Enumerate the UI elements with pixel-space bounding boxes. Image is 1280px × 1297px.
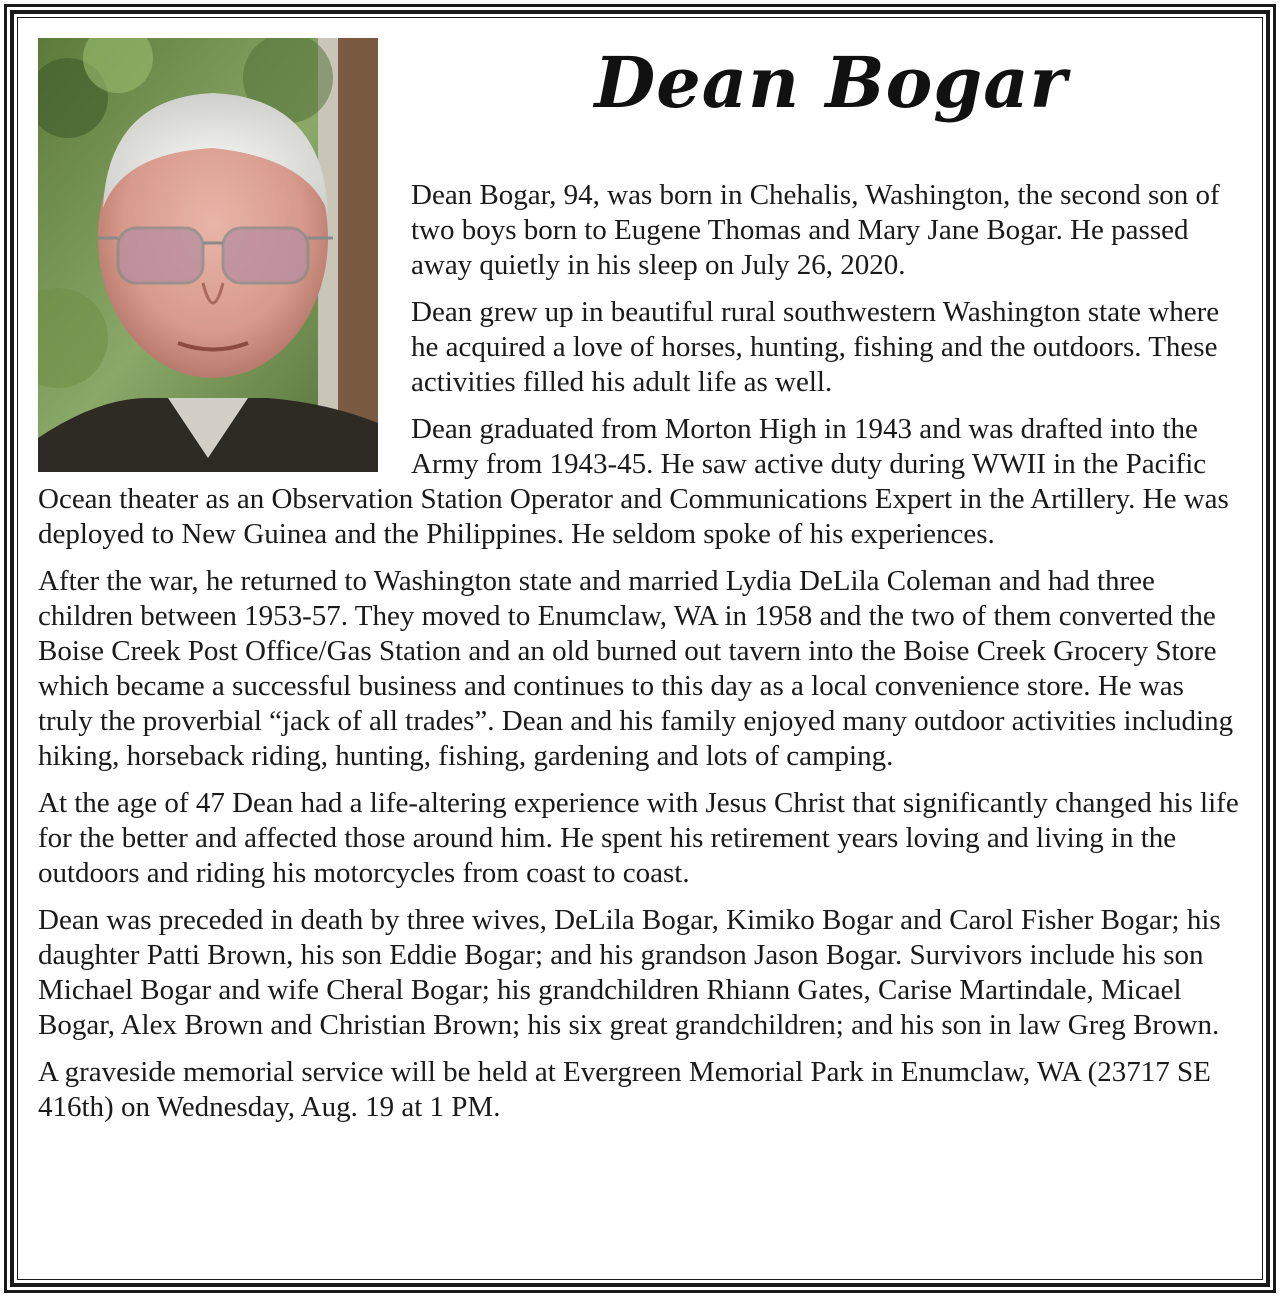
portrait-photo bbox=[38, 38, 378, 472]
paragraph-family-business: After the war, he returned to Washington state and married Lydia DeLila Coleman and had three children between 1953-57. They moved to Enumclaw, WA in 1958 and the two of them converted the Boise Creek Post Office/Gas Station and an old burned out tavern into the Boise Creek Grocery Store which became a successful business and continues to this day as a local convenience store. He was truly the proverbial “jack of all trades”. Dean and his family enjoyed many outdoor activities including hiking, horseback riding, hunting, fishing, gardening and lots of camping. bbox=[38, 565, 1234, 772]
paragraph-faith: At the age of 47 Dean had a life-altering experience with Jesus Christ that significantly changed his life for the better and affected those around him. He spent his retirement years loving and living in the outdoors and riding his motorcycles from coast to coast. bbox=[38, 787, 1239, 889]
paragraph-military: Dean graduated from Morton High in 1943 and was drafted into the Army from 1943-45. He saw active duty during WWII in the Pacific Ocean theater as an Observation Station Operator and Communications Expert in the Artillery. He was deployed to New Guinea and the Philippines. He seldom spoke of his experiences. bbox=[38, 413, 1229, 550]
paragraph-childhood: Dean grew up in beautiful rural southwestern Washington state where he acquired a love of horses, hunting, fishing and the outdoors. These activities filled his adult life as well. bbox=[411, 296, 1220, 398]
paragraph-survivors: Dean was preceded in death by three wives, DeLila Bogar, Kimiko Bogar and Carol Fisher Bogar; his daughter Patti Brown, his son Eddie Bogar; and his grandson Jason Bogar. Survivors include his son Michael Bogar and wife Cheral Bogar; his grandchildren Rhiann Gates, Carise Martindale, Micael Bogar, Alex Brown and Christian Brown; his six great grandchildren; and his son in law Greg Brown. bbox=[38, 904, 1221, 1041]
obituary-content bbox=[38, 38, 1244, 1137]
paragraph-service: A graveside memorial service will be held at Evergreen Memorial Park in Enumclaw, WA (23717 SE 416th) on Wednesday, Aug. 19 at 1 PM. bbox=[38, 1056, 1211, 1123]
obituary-title: Dean Bogar bbox=[594, 41, 1068, 124]
paragraph-birth: Dean Bogar, 94, was born in Chehalis, Washington, the second son of two boys born to Eugene Thomas and Mary Jane Bogar. He passed away quietly in his sleep on July 26, 2020. bbox=[411, 179, 1220, 281]
